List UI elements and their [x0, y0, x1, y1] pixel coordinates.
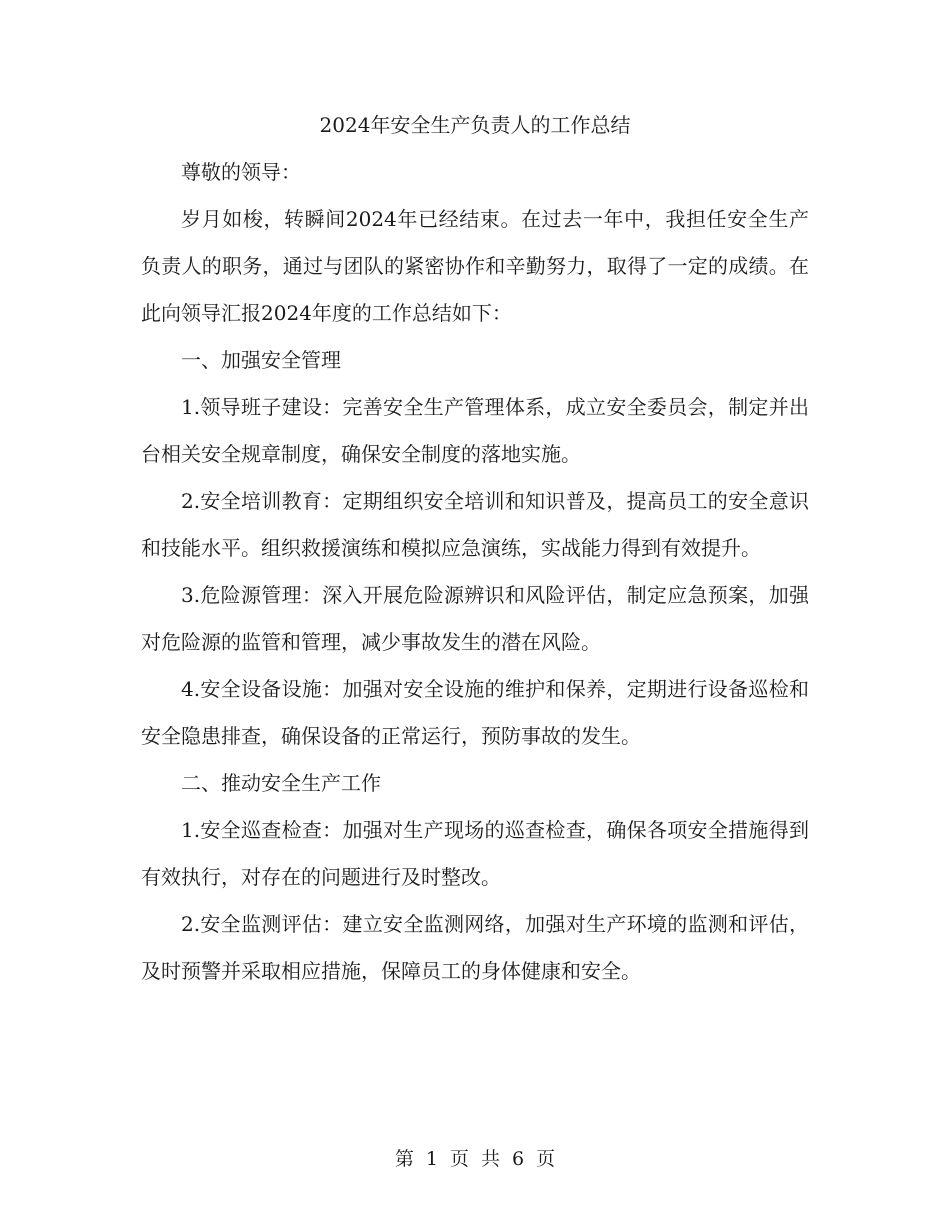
paragraph-item: 4.安全设备设施：加强对安全设施的维护和保养，定期进行设备巡检和安全隐患排查，确保设备的正常运行，预防事故的发生。	[141, 677, 809, 748]
paragraph-item: 3.危险源管理：深入开展危险源辨识和风险评估，制定应急预案，加强对危险源的监管和管理，减少事故发生的潜在风险。	[141, 583, 809, 654]
paragraph-item: 2.安全监测评估：建立安全监测网络，加强对生产环境的监测和评估，及时预警并采取相应措施，保障员工的身体健康和安全。	[141, 912, 809, 983]
paragraph-item: 1.安全巡查检查：加强对生产现场的巡查检查，确保各项安全措施得到有效执行，对存在的问题进行及时整改。	[141, 818, 809, 889]
paragraph-intro: 岁月如梭，转瞬间2024年已经结束。在过去一年中，我担任安全生产负责人的职务，通过与团队的紧密协作和辛勤努力，取得了一定的成绩。在此向领导汇报2024年度的工作总结如下：	[141, 207, 809, 325]
document-title: 2024年安全生产负责人的工作总结	[319, 113, 631, 137]
section-heading-2: 二、推动安全生产工作	[181, 771, 381, 795]
page-number-footer: 第 1 页 共 6 页	[394, 1148, 556, 1170]
section-heading-1: 一、加强安全管理	[181, 348, 341, 372]
paragraph-item: 1.领导班子建设：完善安全生产管理体系，成立安全委员会，制定并出台相关安全规章制度，确保安全制度的落地实施。	[141, 395, 809, 466]
document-body	[141, 102, 809, 995]
paragraph-item: 2.安全培训教育：定期组织安全培训和知识普及，提高员工的安全意识和技能水平。组织救援演练和模拟应急演练，实战能力得到有效提升。	[141, 489, 809, 560]
salutation: 尊敬的领导：	[181, 160, 301, 184]
